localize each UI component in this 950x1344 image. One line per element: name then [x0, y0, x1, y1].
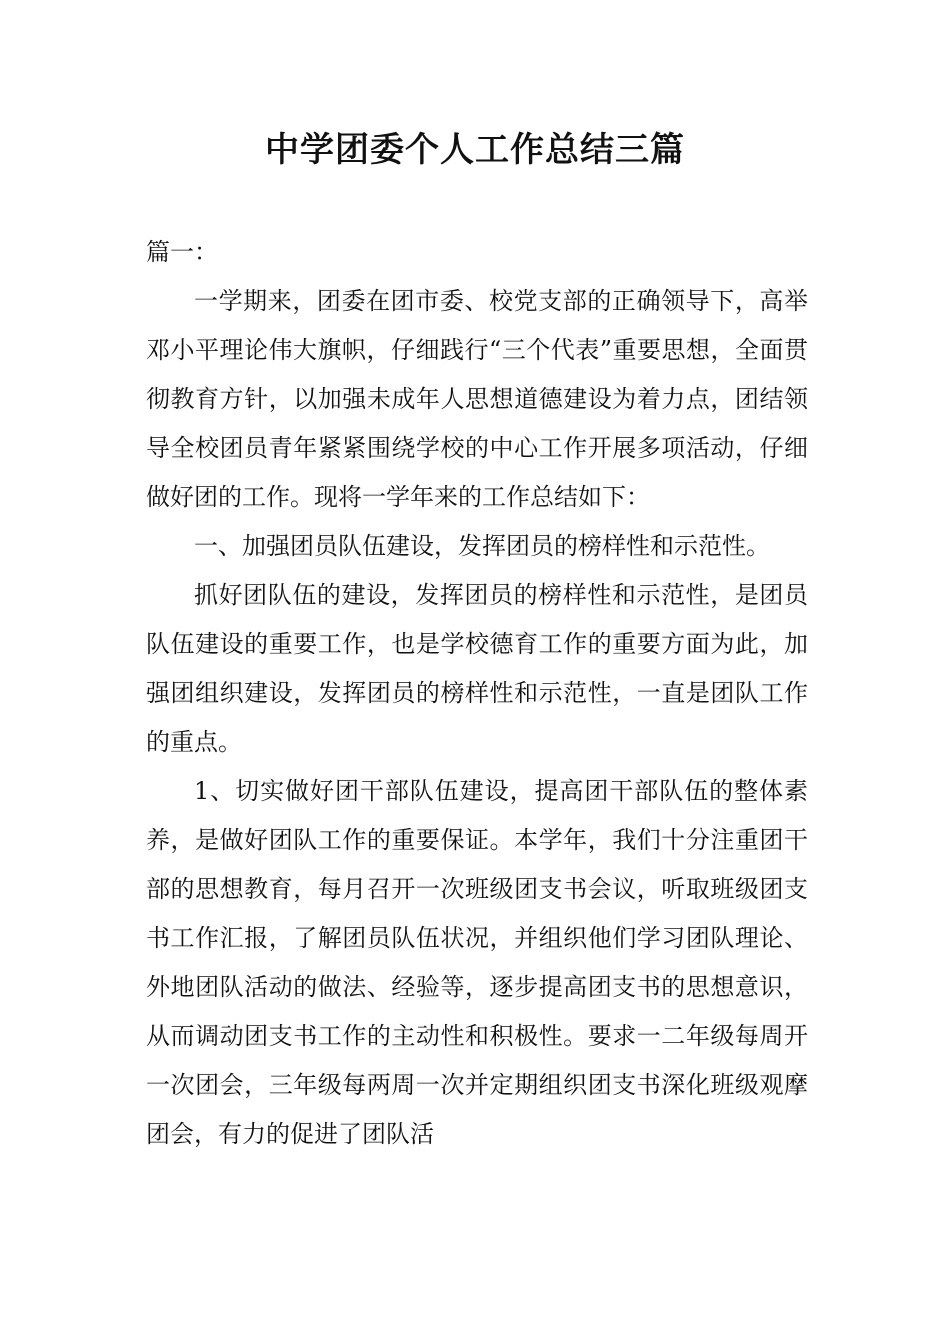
section-label: 篇一：: [146, 238, 218, 266]
paragraph-heading-1: 一、加强团员队伍建设，发挥团员的榜样性和示范性。: [194, 532, 770, 560]
paragraph-intro: 一学期来，团委在团市委、校党支部的正确领导下，高举邓小平理论伟大旗帜，仔细践行“三个代表”重要思想，全面贯彻教育方针，以加强未成年人思想道德建设为着力点，团结领导全校团员青年紧紧围绕学校的中心工作开展多项活动，仔细做好团的工作。现将一学年来的工作总结如下：: [146, 287, 808, 511]
paragraph-item-1: 1、切实做好团干部队伍建设，提高团干部队伍的整体素养，是做好团队工作的重要保证。本学年，我们十分注重团干部的思想教育，每月召开一次班级团支书会议，听取班级团支书工作汇报，了解团员队伍状况，并组织他们学习团队理论、外地团队活动的做法、经验等，逐步提高团支书的思想意识，从而调动团支书工作的主动性和积极性。要求一二年级每周开一次团会，三年级每两周一次并定期组织团支书深化班级观摩团会，有力的促进了团队活: [146, 777, 808, 1148]
document-body: [146, 228, 808, 1159]
paragraph-team-building: 抓好团队伍的建设，发挥团员的榜样性和示范性，是团员队伍建设的重要工作，也是学校德育工作的重要方面为此，加强团组织建设，发挥团员的榜样性和示范性，一直是团队工作的重点。: [146, 581, 808, 756]
document-title: 中学团委个人工作总结三篇: [265, 130, 685, 170]
